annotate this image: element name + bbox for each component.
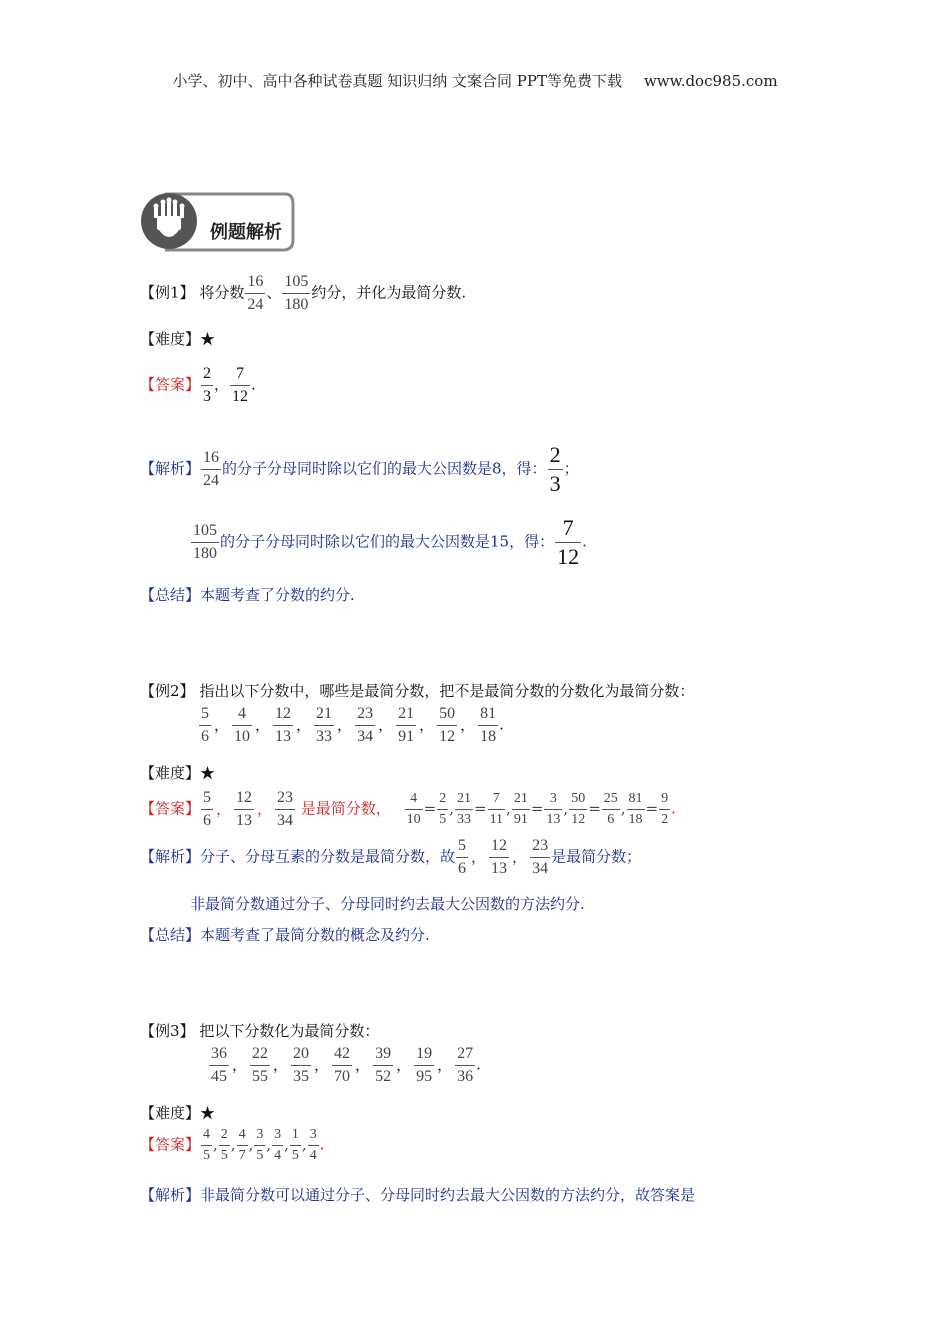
fraction-bar	[555, 542, 581, 543]
text: ，	[255, 715, 271, 734]
fraction	[250, 1046, 270, 1085]
text: 5	[458, 837, 467, 854]
text: 13	[236, 812, 253, 829]
fraction-bar	[275, 809, 295, 810]
ex1-analysis-2	[190, 517, 587, 568]
fraction	[237, 1128, 248, 1163]
ex3-fractions	[208, 1046, 481, 1085]
text: 4	[238, 705, 247, 722]
summary-tag: 【总结】	[140, 926, 201, 944]
text: =	[473, 799, 487, 818]
fraction-bar	[234, 809, 254, 810]
text: ，	[471, 847, 487, 866]
fraction-bar	[455, 1065, 475, 1066]
analysis-tag: 【解析】	[140, 847, 201, 866]
text: 50	[439, 705, 456, 722]
text: 21	[398, 705, 415, 722]
fraction-bar	[209, 1065, 229, 1066]
fraction	[201, 1128, 212, 1163]
text: ，	[216, 799, 232, 818]
text: 5	[203, 789, 212, 806]
text: ，	[419, 715, 435, 734]
analysis-tag: 【解析】	[140, 1186, 201, 1204]
text: 91	[398, 728, 415, 745]
fraction	[209, 1046, 229, 1085]
text: 12	[439, 728, 456, 745]
fraction	[555, 517, 581, 568]
fraction-bar	[530, 857, 550, 858]
text: 50	[571, 791, 586, 806]
text: ，	[314, 1055, 330, 1074]
text: 3	[274, 1127, 282, 1142]
fraction	[548, 444, 563, 495]
fraction	[478, 706, 498, 745]
text: 105	[193, 522, 217, 539]
text: 180	[193, 545, 217, 562]
text: 3	[549, 471, 561, 496]
text: 9	[661, 791, 669, 806]
text: 6	[458, 860, 467, 877]
ex2-tag: 【例2】	[140, 682, 195, 700]
fraction-bar	[355, 725, 375, 726]
fraction-bar	[191, 542, 219, 543]
text: ，	[273, 1055, 289, 1074]
text: ,	[230, 1135, 236, 1154]
fraction	[290, 1128, 301, 1163]
text: 95	[416, 1068, 433, 1085]
fraction	[273, 706, 293, 745]
text: ,	[248, 1135, 254, 1154]
fraction-bar	[627, 809, 645, 810]
text: 34	[357, 728, 374, 745]
fraction	[191, 523, 219, 562]
text: 23	[532, 837, 549, 854]
fraction	[314, 706, 334, 745]
text: ,	[284, 1135, 289, 1154]
text: 5	[201, 705, 209, 722]
header-text: 小学、初中、高中各种试卷真题 知识归纳 文案合同 PPT等免费下载	[172, 72, 622, 90]
text: 2	[203, 365, 212, 382]
fraction	[245, 274, 265, 313]
fraction	[308, 1128, 319, 1163]
fraction	[544, 792, 562, 827]
text: ，	[396, 1055, 412, 1074]
ex2-analysis-1	[140, 838, 641, 877]
difficulty-tag: 【难度】	[140, 1104, 201, 1122]
answer-tag: 【答案】	[140, 1135, 201, 1154]
fraction-bar	[199, 725, 211, 726]
text: 12	[232, 388, 249, 405]
text: =	[588, 799, 601, 818]
text: ,	[620, 799, 626, 818]
fraction	[456, 838, 468, 877]
text: 5	[203, 1148, 211, 1163]
analysis-tag: 【解析】	[140, 459, 201, 478]
text: 5	[220, 1148, 228, 1163]
text: 42	[334, 1045, 351, 1062]
ex1-tag: 【例1】	[140, 283, 195, 302]
text: 22	[252, 1045, 269, 1062]
text: 3	[309, 1127, 317, 1142]
fraction	[199, 706, 211, 745]
text: 11	[489, 812, 504, 827]
text: 4	[238, 1127, 246, 1142]
fraction	[414, 1046, 434, 1085]
text: 33	[316, 728, 333, 745]
ex2-fractions	[198, 706, 504, 745]
text: 21	[456, 791, 471, 806]
text: 13	[275, 728, 292, 745]
fraction	[602, 792, 620, 827]
fraction	[530, 838, 550, 877]
text: ，	[460, 715, 476, 734]
ex2-difficulty	[140, 762, 215, 783]
ex1-analysis-1	[140, 444, 579, 495]
text: ,	[449, 799, 454, 818]
text: 分子、分母互素的分数是最简分数，故	[200, 847, 456, 866]
text: 指出以下分数中，哪些是最简分数，把不是最简分数的分数化为最简分数：	[199, 682, 695, 700]
fraction-bar	[272, 1145, 283, 1146]
text: 12	[557, 544, 580, 569]
fraction	[272, 1128, 283, 1163]
fraction-bar	[544, 809, 562, 810]
fraction-bar	[273, 725, 293, 726]
fraction-bar	[290, 1145, 301, 1146]
fraction	[455, 792, 473, 827]
text: ，	[437, 1055, 453, 1074]
text: 70	[334, 1068, 351, 1085]
fraction-bar	[456, 857, 468, 858]
fraction-bar	[308, 1145, 319, 1146]
text: 13	[546, 812, 561, 827]
fraction	[355, 706, 375, 745]
fraction-bar	[512, 809, 530, 810]
text: ，	[296, 715, 312, 734]
text: 33	[456, 812, 471, 827]
text: 4	[309, 1148, 317, 1163]
fraction-bar	[201, 385, 213, 386]
fraction	[405, 792, 423, 827]
fraction	[232, 706, 252, 745]
text: 非最简分数可以通过分子、分母同时约去最大公因数的方法约分，故答案是	[200, 1186, 696, 1204]
text: =	[423, 799, 437, 818]
text: =	[645, 799, 659, 818]
fraction-bar	[201, 809, 213, 810]
fraction-bar	[437, 809, 448, 810]
summary-tag: 【总结】	[140, 586, 201, 604]
text: ；	[563, 459, 579, 478]
text: 34	[277, 812, 294, 829]
fraction	[437, 706, 457, 745]
fraction-bar	[201, 1145, 212, 1146]
fraction	[489, 838, 509, 877]
text: 55	[252, 1068, 269, 1085]
fraction-bar	[548, 469, 563, 470]
text: ，	[214, 715, 230, 734]
fraction-bar	[250, 1065, 270, 1066]
text: 36	[211, 1045, 227, 1062]
text: 10	[234, 728, 251, 745]
difficulty-stars: ★	[200, 330, 216, 348]
text: 6	[203, 812, 212, 829]
text: 2	[661, 812, 669, 827]
text: ，	[355, 1055, 371, 1074]
fraction-bar	[602, 809, 620, 810]
text: .	[251, 375, 256, 394]
text: 1	[291, 1127, 299, 1142]
fraction	[275, 790, 295, 829]
text: 6	[201, 728, 209, 745]
text: 45	[211, 1068, 227, 1085]
fraction-bar	[373, 1065, 393, 1066]
page-header	[0, 70, 950, 91]
text: 23	[277, 789, 294, 806]
fraction	[373, 1046, 393, 1085]
text: 20	[293, 1045, 310, 1062]
fraction	[219, 1128, 230, 1163]
text: 本题考查了最简分数的概念及约分.	[200, 926, 430, 944]
difficulty-tag: 【难度】	[140, 330, 201, 348]
text: ,	[301, 1135, 307, 1154]
fraction-bar	[489, 857, 509, 858]
ex1-summary	[140, 584, 355, 605]
text: 7	[236, 365, 245, 382]
fraction-bar	[332, 1065, 352, 1066]
text: ,	[213, 1135, 218, 1154]
text: 4	[410, 791, 418, 806]
ex3-answer	[140, 1128, 324, 1163]
fraction-bar	[237, 1145, 248, 1146]
text: 36	[457, 1068, 474, 1085]
section-title: 例题解析	[210, 222, 282, 243]
text: 23	[357, 705, 374, 722]
text: ，	[257, 799, 273, 818]
difficulty-stars: ★	[200, 1104, 216, 1122]
text: 2	[549, 442, 561, 467]
fraction	[512, 792, 530, 827]
fraction-bar	[659, 809, 670, 810]
text: 的分子分母同时除以它们的最大公因数是8，得：	[222, 459, 547, 478]
fraction-bar	[478, 725, 498, 726]
ex2-summary	[140, 924, 430, 945]
text: 81	[480, 705, 497, 722]
fraction-bar	[291, 1065, 311, 1066]
text: ,	[266, 1135, 272, 1154]
ex1-difficulty	[140, 328, 215, 349]
answer-tag: 【答案】	[140, 375, 201, 394]
fraction-bar	[232, 725, 252, 726]
header-url: www.doc985.com	[643, 72, 778, 90]
fraction	[437, 792, 448, 827]
text: 本题考查了分数的约分.	[200, 586, 355, 604]
text: .	[582, 532, 587, 551]
fraction	[230, 366, 250, 405]
text: 是最简分数，	[300, 799, 391, 818]
text: 2	[220, 1127, 228, 1142]
fraction-bar	[230, 385, 250, 386]
text: ,	[506, 799, 511, 818]
text: ，	[337, 715, 353, 734]
text: 81	[628, 791, 643, 806]
text: .	[499, 715, 504, 734]
text: 5	[439, 812, 447, 827]
ex2-question	[140, 680, 694, 701]
fraction-bar	[488, 809, 505, 810]
text: 7	[238, 1148, 246, 1163]
fraction-bar	[254, 1145, 265, 1146]
text: 3	[203, 388, 212, 405]
ex3-analysis	[140, 1184, 695, 1205]
fraction	[201, 366, 213, 405]
fraction-bar	[437, 725, 457, 726]
text: 16	[247, 273, 264, 290]
text: 34	[532, 860, 549, 877]
text: .	[671, 799, 676, 818]
difficulty-tag: 【难度】	[140, 764, 201, 782]
text: 2	[439, 791, 447, 806]
ex1-mid: 、	[266, 283, 282, 302]
text: 16	[203, 449, 220, 466]
difficulty-stars: ★	[200, 764, 216, 782]
text: 7	[562, 515, 574, 540]
fraction-bar	[314, 725, 334, 726]
text: ，	[214, 375, 230, 394]
fraction	[201, 450, 221, 489]
text: 7	[492, 791, 500, 806]
text: 非最简分数通过分子、分母同时约去最大公因数的方法约分.	[190, 895, 585, 913]
text: 12	[571, 812, 586, 827]
fraction-bar	[219, 1145, 230, 1146]
ex3-tag: 【例3】	[140, 1022, 195, 1040]
fraction-bar	[282, 293, 310, 294]
text: 105	[284, 273, 309, 290]
text: 21	[316, 705, 333, 722]
text: 4	[203, 1127, 211, 1142]
fraction	[488, 792, 505, 827]
fraction-bar	[455, 809, 473, 810]
text: 3	[256, 1127, 264, 1142]
text: 是最简分数；	[551, 847, 642, 866]
text: 的分子分母同时除以它们的最大公因数是15，得：	[220, 532, 555, 551]
text: 12	[491, 837, 508, 854]
text: .	[319, 1135, 325, 1154]
text: 10	[406, 812, 421, 827]
fraction-bar	[414, 1065, 434, 1066]
fraction-bar	[569, 809, 587, 810]
ex2-analysis-2	[190, 893, 585, 914]
text: 6	[607, 812, 615, 827]
text: 19	[416, 1045, 433, 1062]
text: 24	[203, 472, 220, 489]
fraction	[569, 792, 587, 827]
text: =	[530, 799, 544, 818]
text: ,	[563, 799, 569, 818]
text: 12	[275, 705, 292, 722]
text: 5	[291, 1148, 299, 1163]
text: 39	[375, 1045, 392, 1062]
ex1-answer	[140, 366, 256, 405]
answer-tag: 【答案】	[140, 799, 201, 818]
fraction	[396, 706, 416, 745]
text: ，	[378, 715, 394, 734]
fraction	[332, 1046, 352, 1085]
fraction-bar	[405, 809, 423, 810]
text: 12	[236, 789, 253, 806]
text: 180	[284, 296, 309, 313]
fraction-bar	[245, 293, 265, 294]
ex3-difficulty	[140, 1102, 215, 1123]
fraction	[455, 1046, 475, 1085]
fraction	[282, 274, 310, 313]
text: 27	[457, 1045, 474, 1062]
text: 把以下分数化为最简分数：	[199, 1022, 380, 1040]
ex1-pre: 将分数	[199, 283, 245, 302]
text: 3	[549, 791, 557, 806]
text: 35	[293, 1068, 310, 1085]
fraction	[201, 790, 213, 829]
ex3-question	[140, 1020, 379, 1041]
text: 52	[375, 1068, 392, 1085]
text: 25	[603, 791, 618, 806]
text: ，	[512, 847, 528, 866]
text: 4	[274, 1148, 282, 1163]
fraction	[291, 1046, 311, 1085]
text: 91	[513, 812, 528, 827]
text: 13	[491, 860, 508, 877]
text: ，	[232, 1055, 248, 1074]
fraction	[627, 792, 645, 827]
text: 18	[628, 812, 643, 827]
fraction-bar	[396, 725, 416, 726]
fraction	[234, 790, 254, 829]
text: 5	[256, 1148, 264, 1163]
ex2-answer	[140, 790, 676, 829]
text: 21	[513, 791, 528, 806]
text: 24	[247, 296, 264, 313]
fraction-bar	[201, 469, 221, 470]
text: .	[476, 1055, 481, 1074]
fraction	[659, 792, 670, 827]
text: 18	[480, 728, 497, 745]
ex1-question	[140, 274, 466, 313]
fraction	[254, 1128, 265, 1163]
ex1-post: 约分，并化为最简分数.	[311, 283, 467, 302]
